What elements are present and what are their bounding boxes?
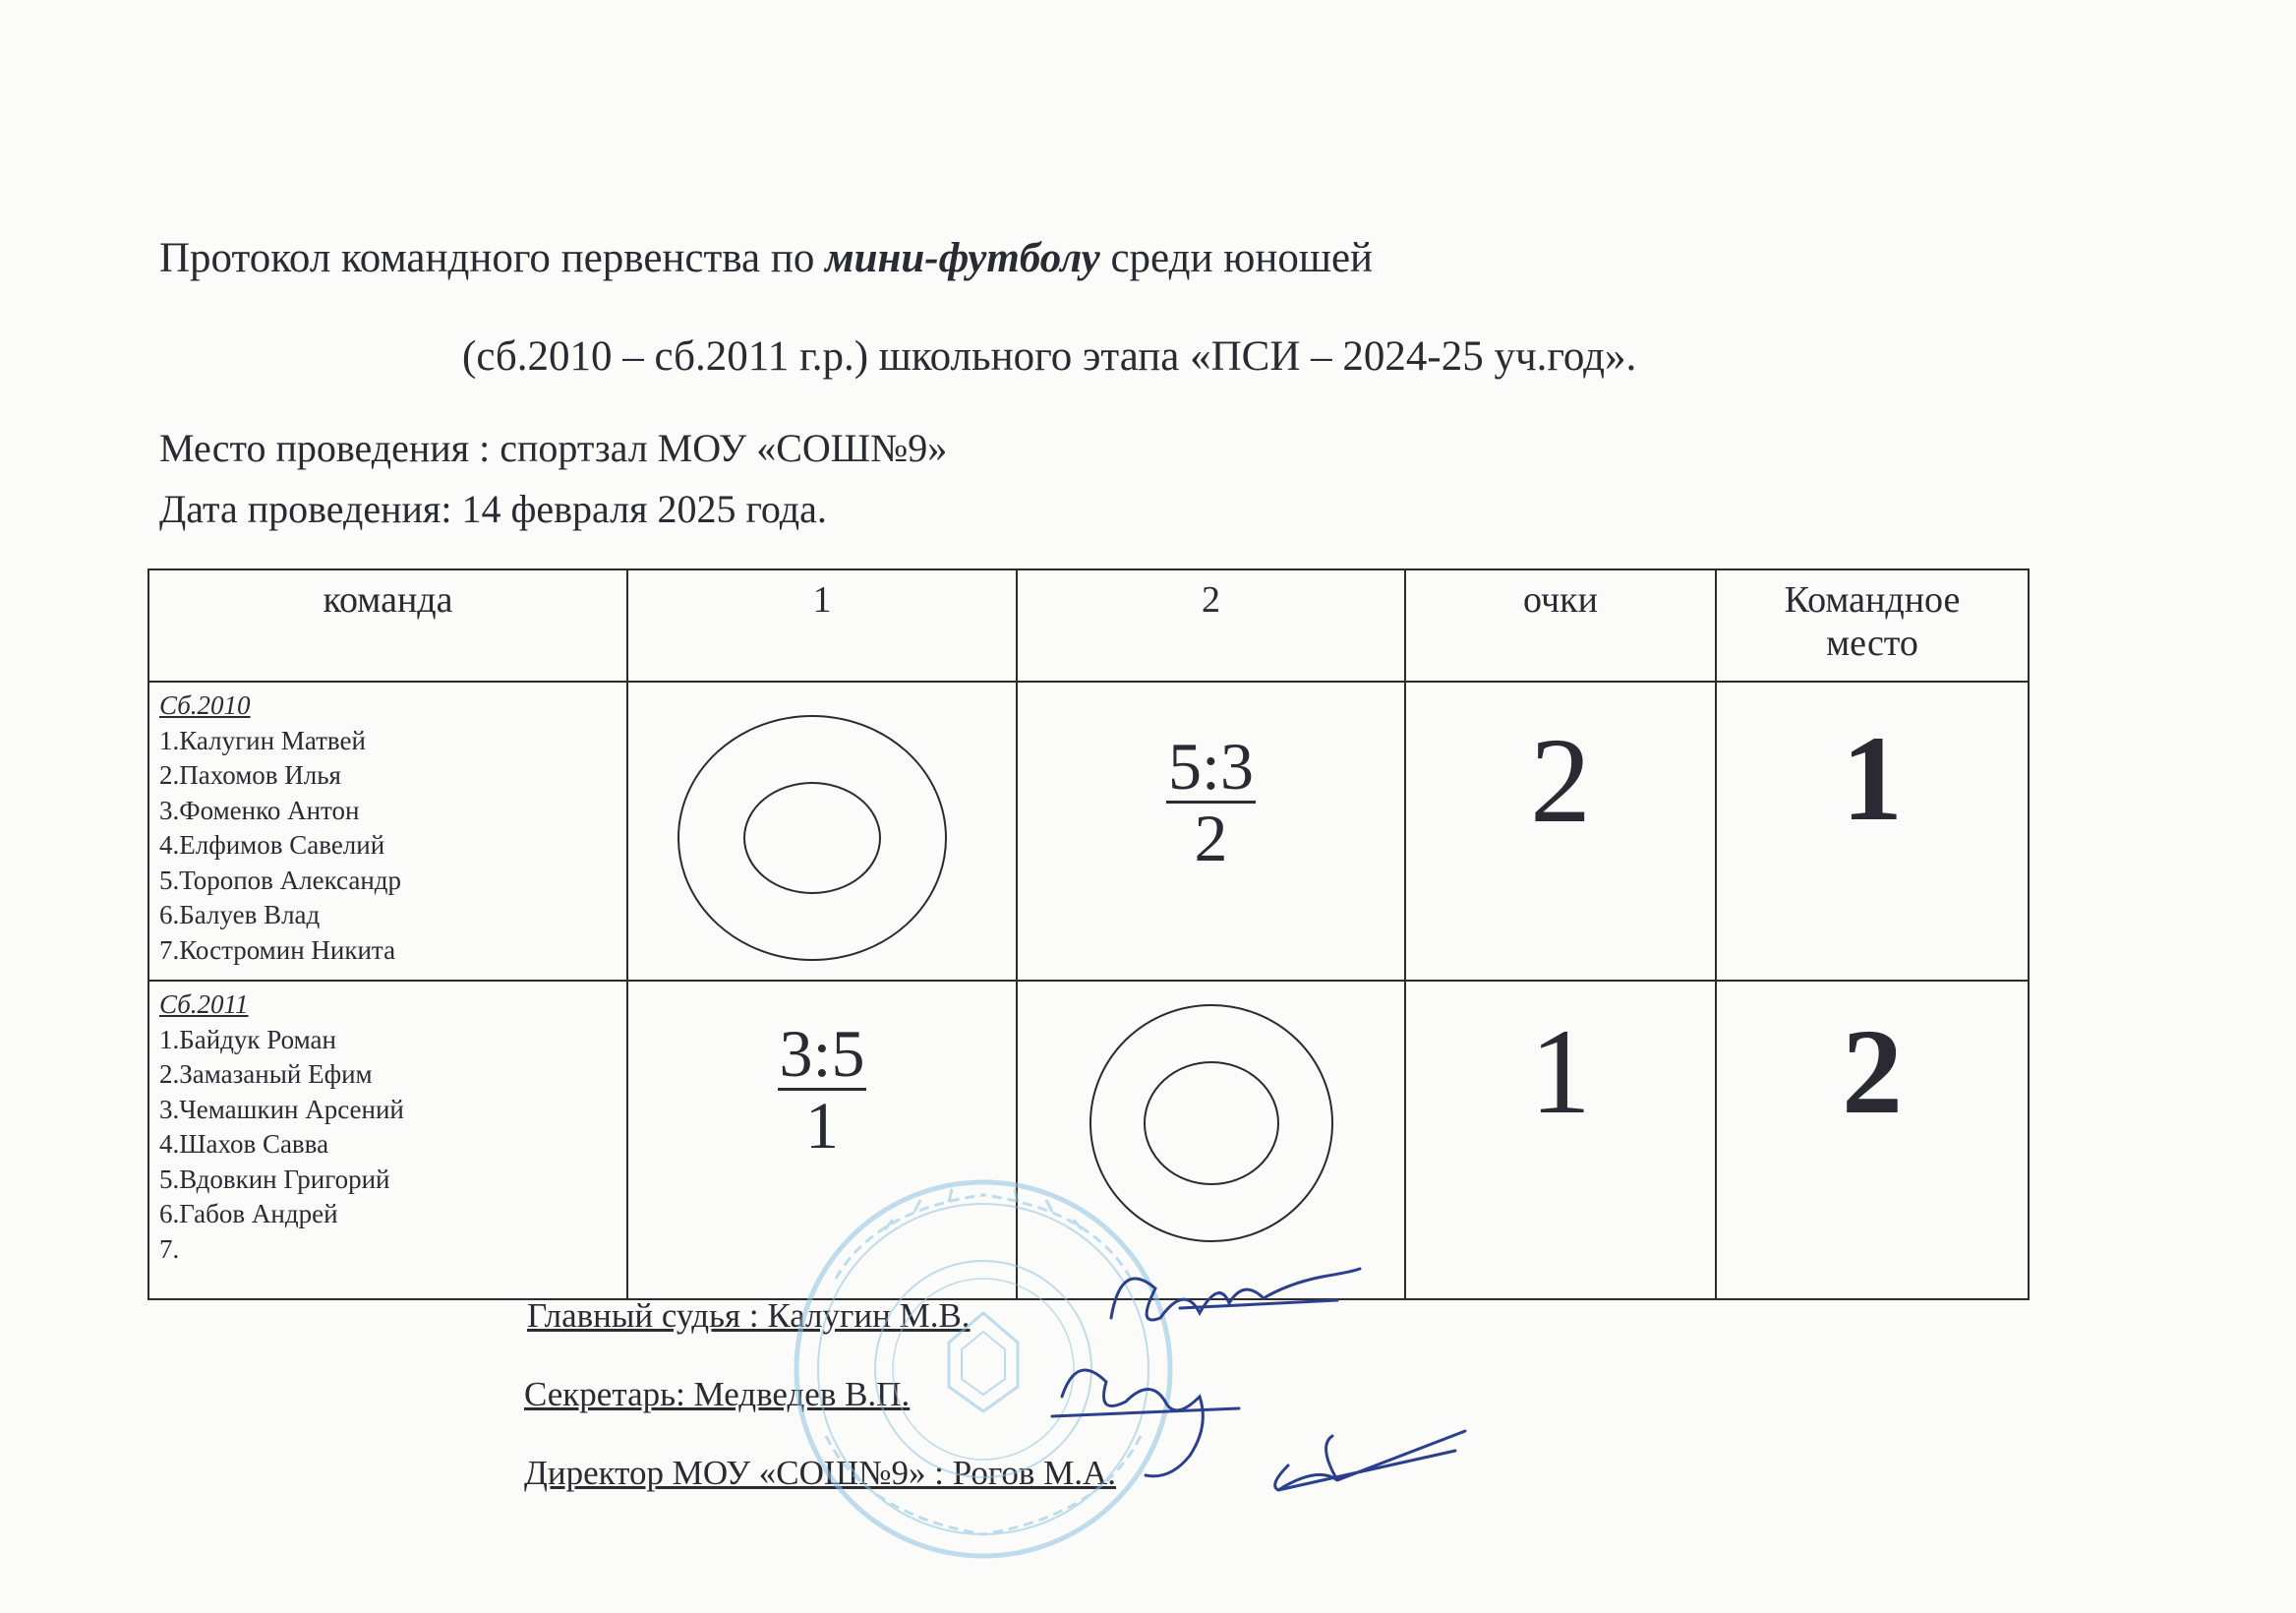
team-group-name: Сб.2010: [159, 690, 251, 720]
match-score-result: 3:5: [779, 1016, 865, 1091]
results-table: [147, 568, 2030, 1300]
document-title: [159, 234, 1373, 282]
self-match-cell: [1017, 981, 1405, 1299]
title-prefix: Протокол командного первенства по: [159, 235, 826, 281]
player-name: 2.Пахомов Илья: [159, 760, 341, 790]
total-points: 1: [1530, 1004, 1591, 1139]
table-row: [148, 682, 2029, 981]
director-signature-line: Директор МОУ «СОШ№9» : Рогов М.А.: [524, 1454, 1117, 1492]
col-header-1: 1: [627, 569, 1017, 682]
player-name: 4.Шахов Савва: [159, 1129, 329, 1159]
match-result-cell: [1017, 682, 1405, 981]
table-header-row: [148, 569, 2029, 682]
match-score: [1018, 729, 1404, 875]
judge-signature-line: Главный судья : Калугин М.В.: [527, 1296, 971, 1335]
player-name: 1.Калугин Матвей: [159, 725, 366, 755]
match-score-points: 1: [805, 1088, 839, 1163]
points-cell: [1405, 981, 1716, 1299]
team-group-name: Сб.2011: [159, 989, 249, 1019]
self-match-rings-icon: [628, 683, 1018, 982]
date-line: Дата проведения: 14 февраля 2025 года.: [159, 487, 827, 531]
player-name: 5.Вдовкин Григорий: [159, 1164, 390, 1194]
match-score: [628, 1016, 1016, 1163]
team-place: 2: [1842, 1004, 1903, 1139]
player-name: 5.Торопов Александр: [159, 865, 402, 895]
player-name: 6.Балуев Влад: [159, 900, 321, 929]
title-suffix: среди юношей: [1099, 235, 1374, 281]
title-sport: мини-футболу: [825, 235, 1100, 281]
col-header-team: команда: [148, 569, 627, 682]
player-name: 6.Габов Андрей: [159, 1199, 338, 1228]
player-name: 4.Елфимов Савелий: [159, 830, 385, 860]
place-cell: [1716, 682, 2029, 981]
match-result-cell: [627, 981, 1017, 1299]
points-cell: [1405, 682, 1716, 981]
self-match-rings-icon: [1018, 982, 1406, 1300]
player-name: 1.Байдук Роман: [159, 1024, 336, 1054]
place-cell: [1716, 981, 2029, 1299]
match-score-result: 5:3: [1168, 729, 1254, 804]
col-header-points: очки: [1405, 569, 1716, 682]
team-cell: [148, 981, 627, 1299]
match-score-points: 2: [1194, 801, 1228, 875]
table-row: [148, 981, 2029, 1299]
venue-line: Место проведения : спортзал МОУ «СОШ№9»: [159, 426, 948, 470]
player-name: 7.Костромин Никита: [159, 934, 396, 965]
col-header-2: 2: [1017, 569, 1405, 682]
self-match-cell: [627, 682, 1017, 981]
team-place: 1: [1842, 711, 1903, 846]
col-header-place: Командное место: [1716, 569, 2029, 682]
player-name: 7.: [159, 1233, 180, 1264]
secretary-signature-line: Секретарь: Медведев В.П.: [524, 1375, 911, 1413]
player-name: 3.Чемашкин Арсений: [159, 1094, 404, 1124]
team-cell: [148, 682, 627, 981]
player-name: 2.Замазаный Ефим: [159, 1059, 373, 1089]
document-subtitle: (сб.2010 – сб.2011 г.р.) школьного этапа «ПСИ – 2024-25 уч.год».: [462, 333, 1637, 380]
total-points: 2: [1530, 713, 1591, 848]
player-name: 3.Фоменко Антон: [159, 795, 360, 825]
